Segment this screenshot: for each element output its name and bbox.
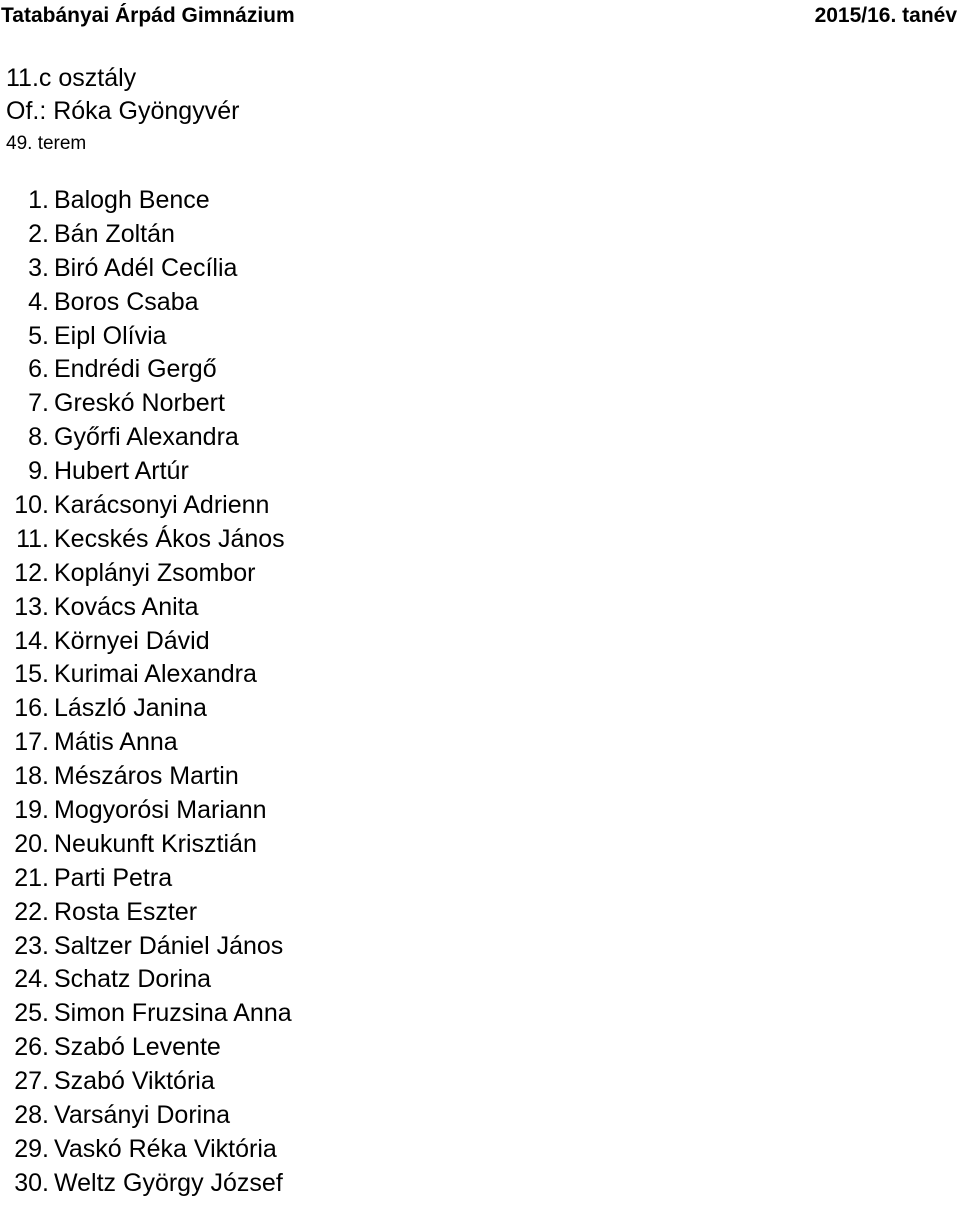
student-number: 23.: [14, 931, 49, 960]
list-item: [0, 1101, 960, 1135]
student-name: László Janina: [54, 694, 207, 723]
student-name: Parti Petra: [54, 863, 173, 892]
student-number: 6.: [28, 355, 49, 384]
school-name: Tatabányai Árpád Gimnázium: [1, 4, 295, 27]
list-item: [0, 932, 960, 966]
list-item: [0, 1033, 960, 1067]
list-item: [0, 322, 960, 356]
student-number: 28.: [14, 1101, 49, 1130]
student-name: Weltz György József: [54, 1168, 283, 1197]
list-item: [0, 254, 960, 288]
student-number: 19.: [14, 796, 49, 825]
student-list: [0, 186, 960, 1203]
student-number: 17.: [14, 728, 49, 757]
student-number: 14.: [14, 626, 49, 655]
student-name: Karácsonyi Adrienn: [54, 491, 270, 520]
list-item: [0, 220, 960, 254]
list-item: [0, 728, 960, 762]
list-item: [0, 288, 960, 322]
student-name: Eipl Olívia: [54, 321, 167, 350]
class-teacher: Of.: Róka Gyöngyvér: [6, 97, 240, 125]
student-number: 3.: [28, 253, 49, 282]
list-item: [0, 660, 960, 694]
student-name: Kurimai Alexandra: [54, 660, 257, 689]
student-name: Szabó Levente: [54, 1033, 221, 1062]
list-item: [0, 694, 960, 728]
student-name: Mészáros Martin: [54, 762, 239, 791]
student-name: Kovács Anita: [54, 592, 199, 621]
student-number: 29.: [14, 1134, 49, 1163]
student-number: 22.: [14, 897, 49, 926]
student-number: 10.: [14, 491, 49, 520]
student-name: Balogh Bence: [54, 186, 210, 214]
student-number: 26.: [14, 1033, 49, 1062]
student-name: Schatz Dorina: [54, 965, 212, 994]
list-item: [0, 965, 960, 999]
student-name: Saltzer Dániel János: [54, 931, 284, 960]
student-number: 1.: [28, 186, 49, 214]
list-item: [0, 864, 960, 898]
student-name: Neukunft Krisztián: [54, 829, 257, 858]
student-name: Varsányi Dorina: [54, 1101, 231, 1130]
student-number: 2.: [28, 219, 49, 248]
list-item: [0, 525, 960, 559]
class-room: 49. terem: [6, 133, 87, 154]
list-item: [0, 762, 960, 796]
student-number: 13.: [14, 592, 49, 621]
student-number: 30.: [14, 1168, 49, 1197]
list-item: [0, 898, 960, 932]
student-number: 25.: [14, 999, 49, 1028]
list-item: [0, 491, 960, 525]
student-name: Bán Zoltán: [54, 219, 175, 248]
student-number: 12.: [14, 558, 49, 587]
student-number: 7.: [28, 389, 49, 418]
list-item: [0, 593, 960, 627]
list-item: [0, 796, 960, 830]
student-number: 4.: [28, 287, 49, 316]
list-item: [0, 1067, 960, 1101]
student-number: 27.: [14, 1067, 49, 1096]
student-name: Rosta Eszter: [54, 897, 198, 926]
student-number: 16.: [14, 694, 49, 723]
student-number: 24.: [14, 965, 49, 994]
student-number: 18.: [14, 762, 49, 791]
student-name: Mogyorósi Mariann: [54, 796, 267, 825]
student-number: 15.: [14, 660, 49, 689]
list-item: [0, 1135, 960, 1169]
student-name: Boros Csaba: [54, 287, 199, 316]
list-item: [0, 830, 960, 864]
student-number: 9.: [28, 457, 49, 486]
list-item: [0, 559, 960, 593]
school-year: 2015/16. tanév: [814, 4, 957, 27]
student-number: 21.: [14, 863, 49, 892]
list-item: [0, 186, 960, 220]
student-name: Szabó Viktória: [54, 1067, 215, 1096]
class-name: 11.c osztály: [6, 64, 137, 92]
student-number: 5.: [28, 321, 49, 350]
student-name: Környei Dávid: [54, 626, 210, 655]
student-name: Vaskó Réka Viktória: [54, 1134, 277, 1163]
list-item: [0, 389, 960, 423]
student-number: 11.: [16, 524, 49, 553]
list-item: [0, 423, 960, 457]
list-item: [0, 1169, 960, 1203]
student-name: Biró Adél Cecília: [54, 253, 238, 282]
student-name: Győrfi Alexandra: [54, 423, 239, 452]
list-item: [0, 457, 960, 491]
student-name: Kecskés Ákos János: [54, 524, 285, 553]
list-item: [0, 355, 960, 389]
list-item: [0, 627, 960, 661]
student-name: Endrédi Gergő: [54, 355, 217, 384]
student-name: Koplányi Zsombor: [54, 558, 256, 587]
student-name: Hubert Artúr: [54, 457, 189, 486]
student-number: 20.: [14, 829, 49, 858]
list-item: [0, 999, 960, 1033]
student-name: Simon Fruzsina Anna: [54, 999, 292, 1028]
student-name: Mátis Anna: [54, 728, 178, 757]
student-number: 8.: [28, 423, 49, 452]
student-name: Greskó Norbert: [54, 389, 225, 418]
page-header: [0, 2, 960, 32]
